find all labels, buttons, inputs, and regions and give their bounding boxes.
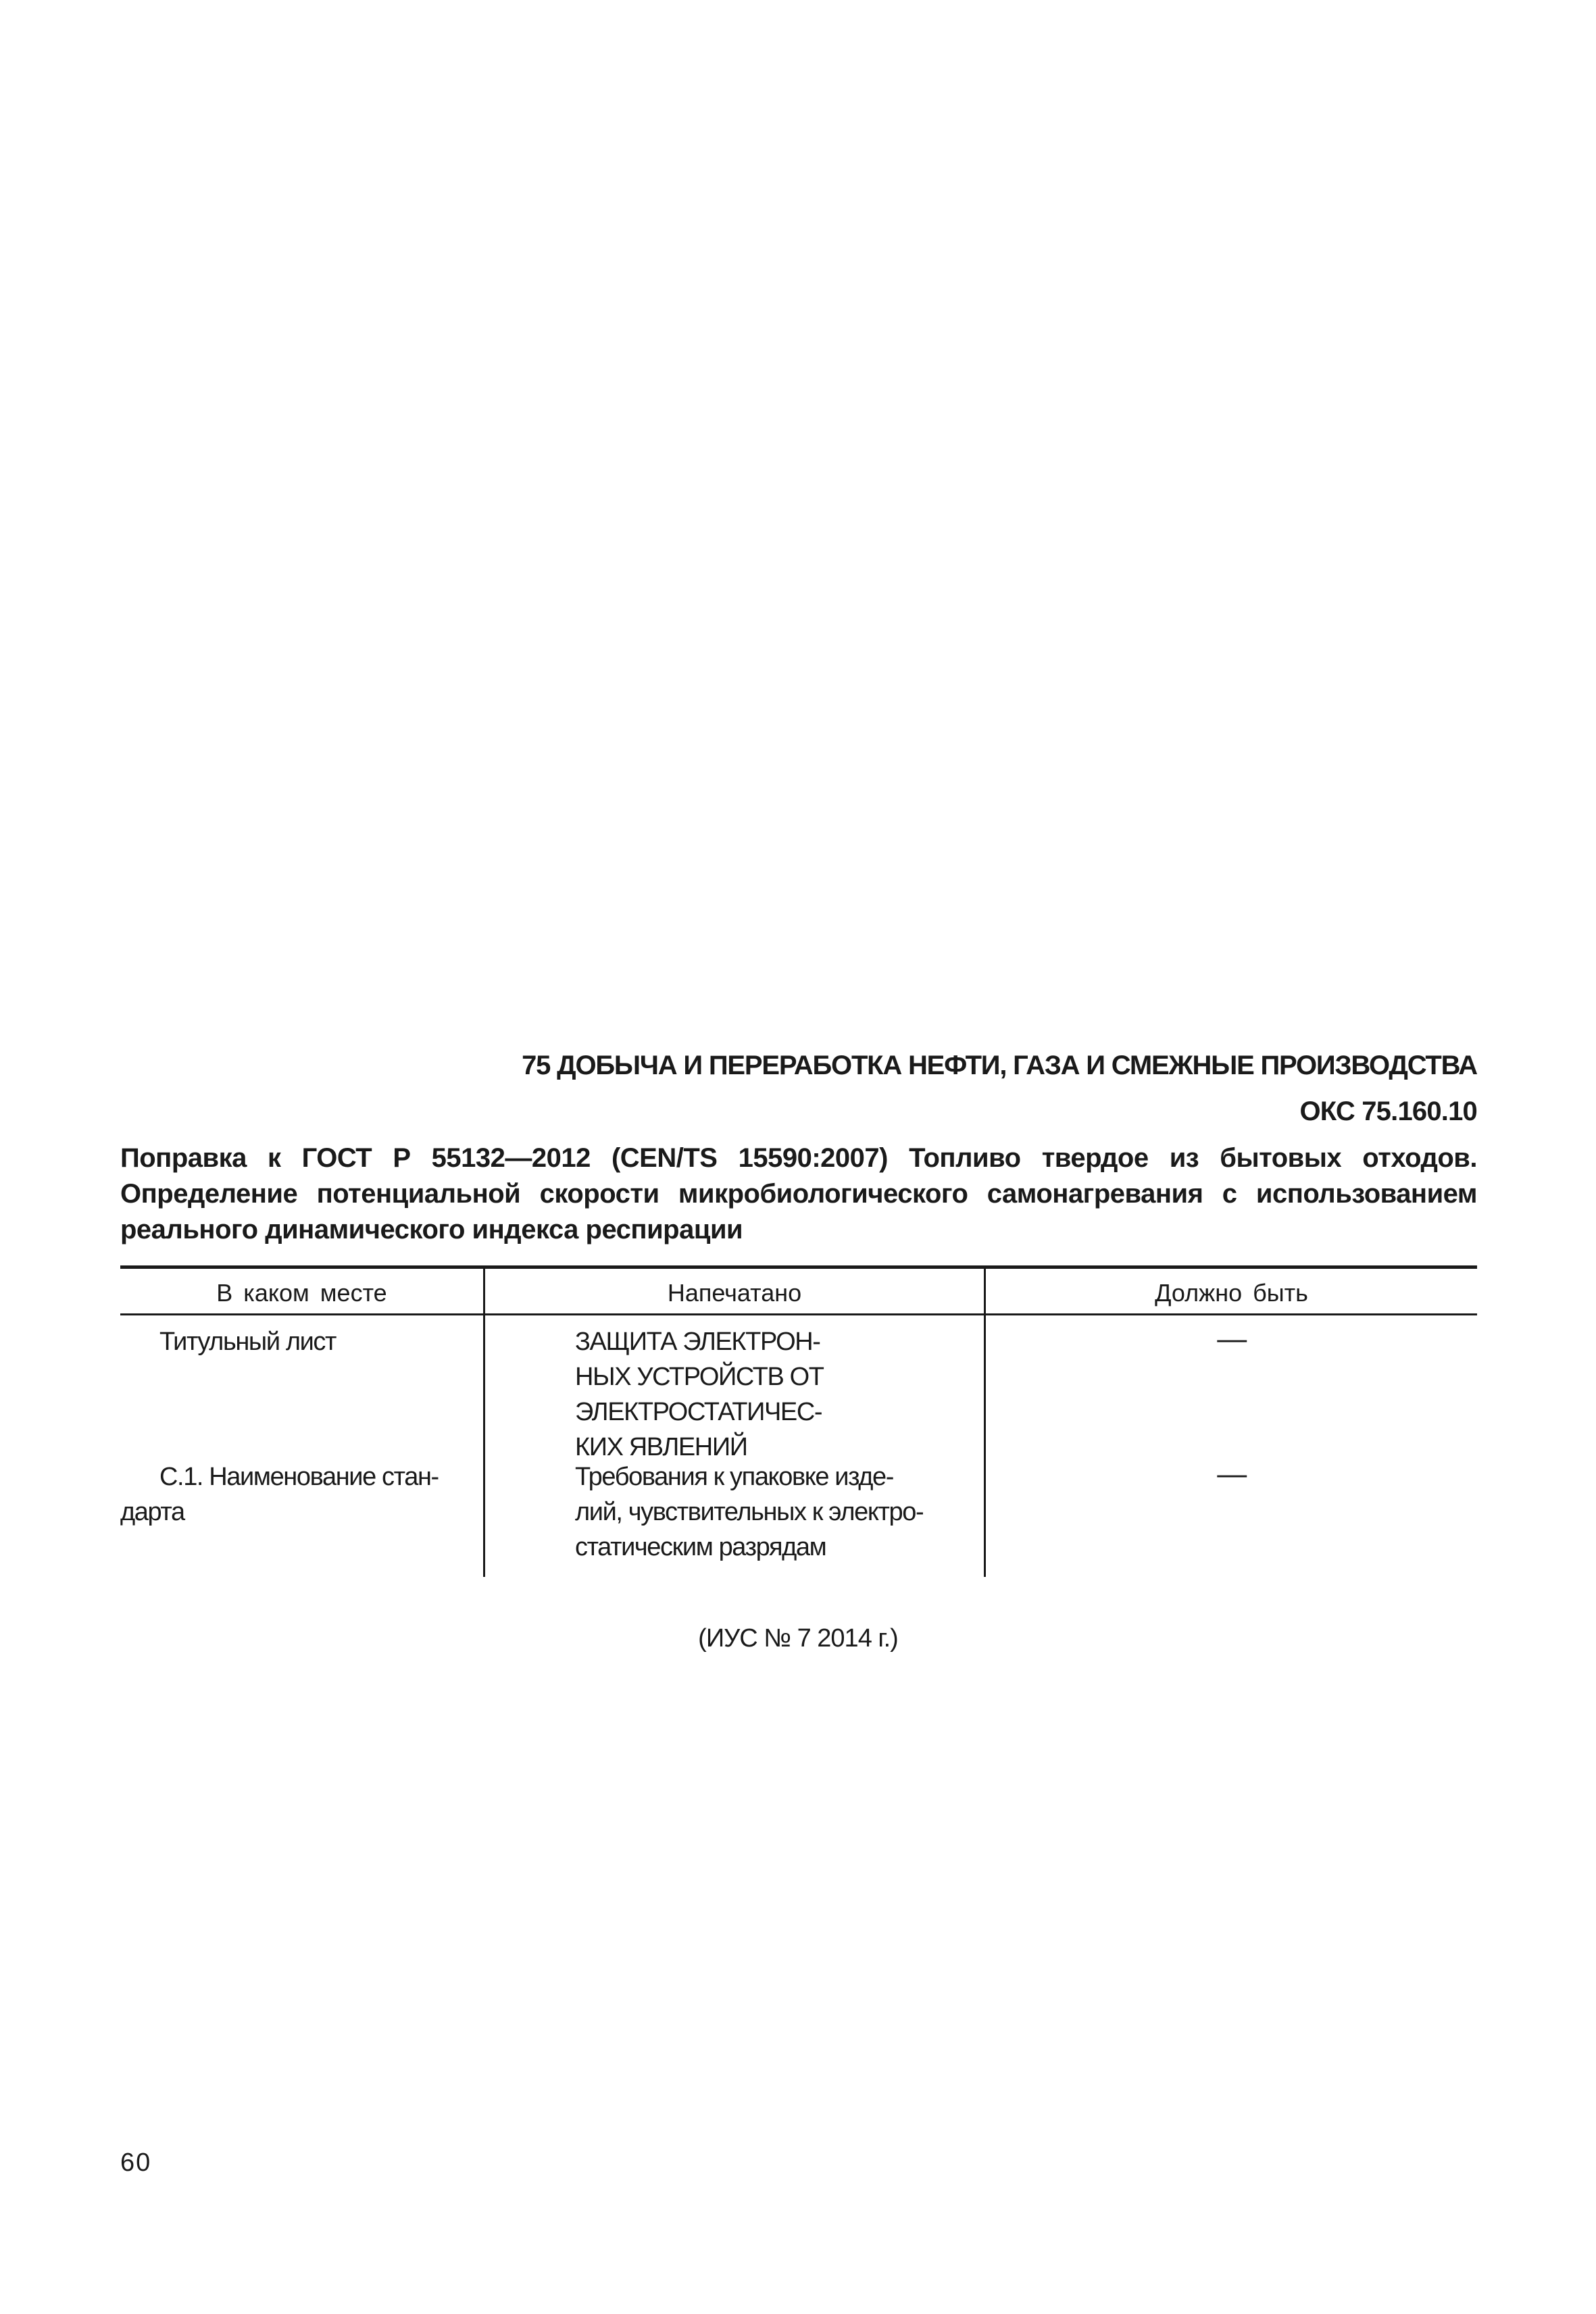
oks-code: ОКС 75.160.10 xyxy=(1299,1097,1477,1126)
row2-location: С.1. Наименование стан- дарта xyxy=(120,1463,439,1526)
page-number: 60 xyxy=(120,2148,152,2177)
header-printed: Напечатано xyxy=(667,1279,802,1307)
correction-table xyxy=(120,1265,1477,1577)
section-heading: 75 ДОБЫЧА И ПЕРЕРАБОТКА НЕФТИ, ГАЗА И СМЕЖНЫЕ ПРОИЗВОДСТВА xyxy=(522,1051,1477,1080)
table-header-rule xyxy=(120,1313,1477,1315)
row2-printed: Требования к упаковке изде- лий, чувствительных к электро- статическим разрядам xyxy=(575,1463,924,1561)
table-top-rule xyxy=(120,1265,1477,1269)
source-note-text: (ИУС № 7 2014 г.) xyxy=(698,1624,898,1653)
header-location: В каком месте xyxy=(216,1279,387,1307)
header-should-be: Должно быть xyxy=(1155,1279,1308,1307)
column-divider xyxy=(483,1269,485,1577)
row1-location: Титульный лист xyxy=(159,1328,336,1356)
amendment-title: Поправка к ГОСТ Р 55132—2012 (CEN/TS 15590:2007) Топливо твердое из бытовых отходов. Определение потенциальной скорости микробиологического самонагревания с использованием реального динамического индекса респирации xyxy=(120,1143,1477,1244)
source-note xyxy=(0,1624,1596,1653)
column-divider xyxy=(984,1269,986,1577)
row1-should-be: — xyxy=(1217,1322,1246,1355)
row2-should-be: — xyxy=(1217,1457,1246,1490)
row1-printed: ЗАЩИТА ЭЛЕКТРОН- НЫХ УСТРОЙСТВ ОТ ЭЛЕКТРОСТАТИЧЕС- КИХ ЯВЛЕНИЙ xyxy=(575,1328,824,1461)
